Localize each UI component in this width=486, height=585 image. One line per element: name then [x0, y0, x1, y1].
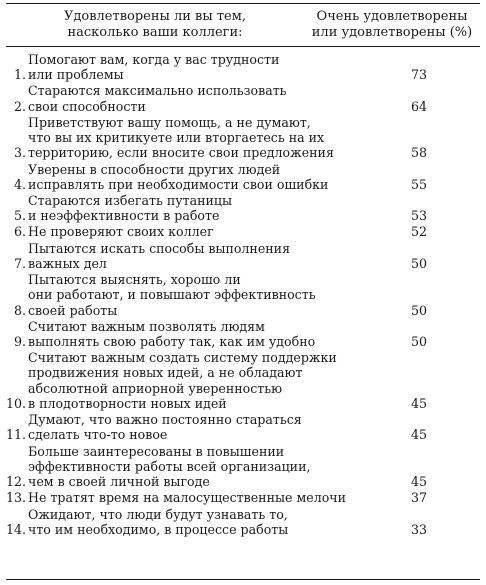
header-percent-line: Очень удовлетворены: [316, 9, 468, 24]
statement-line: важных дел: [28, 255, 107, 271]
row-statement: [26, 412, 352, 442]
row-percent: 45: [410, 395, 428, 411]
statement-line: исправлять при необходимости свои ошибки: [28, 176, 329, 192]
table-row: [6, 319, 480, 349]
statement-line: выполнять свою работу так, как им удобно: [28, 334, 316, 350]
table-row: [6, 490, 480, 505]
row-percent: 33: [410, 521, 428, 537]
row-statement: [26, 272, 352, 318]
row-statement: [26, 490, 352, 505]
header-percent-line: или удовлетворены (%): [311, 24, 473, 40]
row-statement: [26, 319, 352, 349]
statement-line: что вы их критикуете или вторгаетесь на их: [28, 130, 325, 146]
table-row: [6, 224, 480, 239]
row-statement: [26, 162, 352, 192]
statement-line: Помогают вам, когда у вас трудности: [28, 52, 280, 67]
statement-line: своей работы: [28, 302, 118, 318]
statement-line: Больше заинтересованы в повышении: [28, 443, 285, 459]
statement-line: Не тратят время на малосущественные мелочи: [28, 490, 347, 506]
row-statement: [26, 224, 352, 239]
row-statement: [26, 241, 352, 271]
top-rule: [6, 3, 480, 4]
row-statement: [26, 83, 352, 113]
row-number: 1.: [13, 67, 26, 83]
statement-line: Думают, что важно постоянно стараться: [28, 412, 302, 428]
statement-line: они работают, и повышают эффективность: [28, 287, 316, 303]
table-row: [6, 52, 480, 82]
row-statement: [26, 193, 352, 223]
row-percent: 64: [410, 98, 428, 114]
statement-line: территорию, если вносите свои предложения: [28, 145, 334, 161]
row-number: 5.: [13, 208, 26, 224]
row-percent: 52: [410, 224, 428, 240]
statement-line: Уверены в способности других людей: [28, 161, 281, 177]
statement-line: чем в своей личной выгоде: [28, 474, 210, 489]
row-number: 12.: [6, 474, 27, 489]
row-number: 7.: [13, 255, 26, 271]
header-rule: [6, 46, 480, 47]
statement-line: абсолютной априорной уверенностью: [28, 380, 283, 396]
statement-line: Пытаются выяснять, хорошо ли: [28, 272, 241, 288]
row-number: 8.: [13, 302, 26, 318]
row-statement: [26, 444, 352, 490]
row-percent: 73: [410, 67, 428, 83]
statement-line: Приветствуют вашу помощь, а не думают,: [28, 114, 311, 130]
statement-line: Пытаются искать способы выполнения: [28, 240, 291, 256]
header-question-line: насколько ваши коллеги:: [67, 24, 243, 40]
row-percent: 55: [410, 176, 428, 192]
statement-line: и неэффективности в работе: [28, 208, 220, 224]
table-header: [6, 9, 480, 41]
row-percent: 37: [410, 490, 428, 506]
row-statement: [26, 350, 352, 411]
table-row: [6, 193, 480, 223]
row-statement: [26, 52, 352, 82]
row-percent: 58: [410, 145, 428, 161]
row-statement: [26, 115, 352, 161]
row-number: 11.: [6, 427, 27, 443]
row-number: 10.: [6, 395, 27, 411]
row-number: 9.: [13, 334, 26, 350]
row-number: 6.: [13, 224, 26, 240]
statement-line: эффективности работы всей организации,: [28, 458, 311, 474]
statement-line: Считают важным создать систему поддержки: [28, 350, 337, 366]
statement-line: Не проверяют своих коллег: [28, 224, 214, 240]
statement-line: Стараются максимально использовать: [28, 83, 287, 99]
row-percent: 50: [410, 302, 428, 318]
statement-line: свои способности: [28, 98, 146, 114]
table-row: [6, 444, 480, 490]
row-percent: 53: [410, 208, 428, 224]
statement-line: продвижения новых идей, а не обладают: [28, 365, 303, 381]
row-percent: 45: [410, 427, 428, 443]
row-number: 2.: [13, 98, 26, 114]
table-body: [6, 52, 480, 537]
row-statement: [26, 507, 352, 537]
row-number: 3.: [13, 145, 26, 161]
table-row: [6, 412, 480, 442]
table-row: [6, 272, 480, 318]
statement-line: Ожидают, что люди будут узнавать то,: [28, 506, 288, 522]
statement-line: Стараются избегать путаницы: [28, 193, 233, 209]
table-row: [6, 83, 480, 113]
table-row: [6, 350, 480, 411]
table-row: [6, 507, 480, 537]
row-percent: 50: [410, 255, 428, 271]
header-question: [6, 9, 304, 41]
statement-line: что им необходимо, в процессе работы: [28, 521, 289, 537]
statement-line: Считают важным позволять людям: [28, 318, 265, 334]
header-question-line: Удовлетворены ли вы тем,: [64, 9, 246, 24]
row-number: 14.: [6, 521, 27, 537]
header-percent: [304, 9, 480, 41]
statement-line: или проблемы: [28, 67, 124, 83]
row-percent: 45: [410, 474, 428, 489]
row-percent: 50: [410, 334, 428, 350]
statement-line: в плодотворности новых идей: [28, 395, 227, 411]
row-number: 4.: [13, 176, 26, 192]
table-row: [6, 115, 480, 161]
row-number: 13.: [6, 490, 27, 506]
bottom-rule: [6, 579, 480, 580]
table-row: [6, 162, 480, 192]
statement-line: сделать что-то новое: [28, 427, 168, 443]
table-row: [6, 241, 480, 271]
